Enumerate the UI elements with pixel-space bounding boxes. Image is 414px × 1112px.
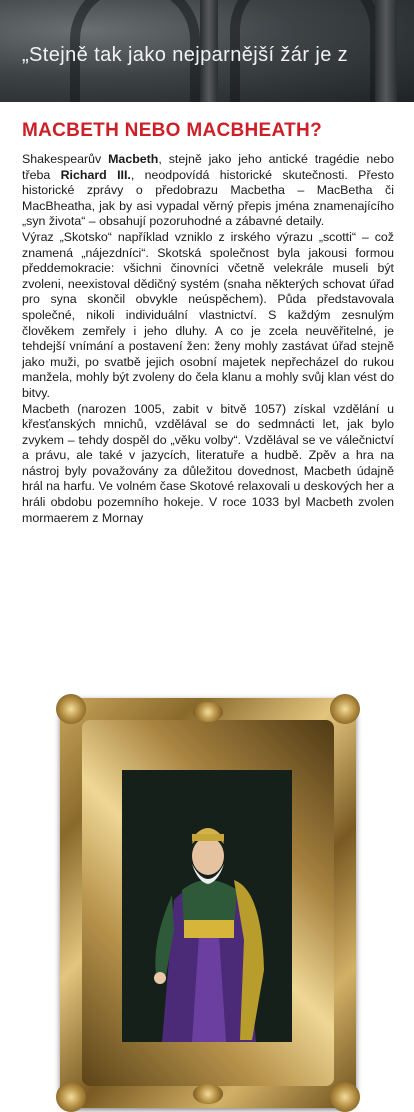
paragraph-3: Macbeth (narozen 1005, zabit v bitvě 1057) získal vzdělání u křesťanských mnichů, vzdělával se do sedmnácti let, jak bylo zvykem – tehdy dospěl do „věku volby“. Vzdělával se ve válečnictví a právu, ale také v jazycích, literatuře a hudbě. Zpěv a hra na nástroj byly považovány za důležitou dovednost, Macbeth údajně hrál na harfu. Ve volném čase Skotové relaxovali u deskových her a hráli obdobu pozemního hokeje. V roce 1033 byl Macbeth zvolen mormaerem z Mornay (22, 401, 394, 525)
article-heading: MACBETH NEBO MACBHEATH? (22, 120, 322, 141)
frame-ornament (330, 1082, 360, 1112)
frame-ornament (330, 694, 360, 724)
frame-ornament (193, 702, 223, 722)
frame-ornament (193, 1084, 223, 1104)
portrait-painting (122, 770, 292, 1042)
paragraph-2: Výraz „Skotsko“ například vzniklo z irského výrazu „scotti“ – což znamená „nájezdníci“. Skotská společnost byla jakousi formou předdemokracie: všichni činovníci včetně velekrále museli být zvoleni, neexistoval dědičný systém (snaha některých schovat úřad pro syna skončil obvykle neúspěchem). Půda představovala společné, nikoli individuální vlastnictví. S každým zesnulým člověkem zemřely i jeho dluhy. A co je zcela neuvěřitelné, je tehdejší vnímání a postavení žen: ženy mohly zastávat úřad stejně jako muži, po svatbě jejich osobní majetek nepřecházel do rukou manžela, mohly být zvoleny do čela klanu a mohly svůj klan vést do bitvy. (22, 229, 394, 400)
pillar-decoration (375, 0, 397, 102)
portrait-frame (60, 698, 356, 1108)
frame-ornament (56, 1082, 86, 1112)
paragraph-1-text: , neodpovídá historické skutečnosti. Přesto historické zprávy o předobrazu Macbetha – MacBetha či MacBheatha, jak by asi vypadal věrný přepis jména znamenajícího „syn života“ – obsahují pozoruhodné a zábavné detaily. (22, 167, 394, 229)
article-body (22, 152, 394, 526)
frame-ornament (56, 694, 86, 724)
paragraph-1 (22, 152, 394, 230)
richard-bold: Richard III. (60, 167, 131, 182)
paragraph-1-text: Shakespearův (22, 152, 109, 166)
banner-quote: „Stejně tak jako nejparnější žár je z (22, 44, 349, 66)
macbeth-bold: Macbeth (108, 152, 159, 166)
paragraph-1-text: , stejně jako jeho antické tragédie nebo třeba (22, 152, 394, 182)
quote-banner (0, 0, 414, 102)
macbeth-figure (122, 770, 292, 1042)
